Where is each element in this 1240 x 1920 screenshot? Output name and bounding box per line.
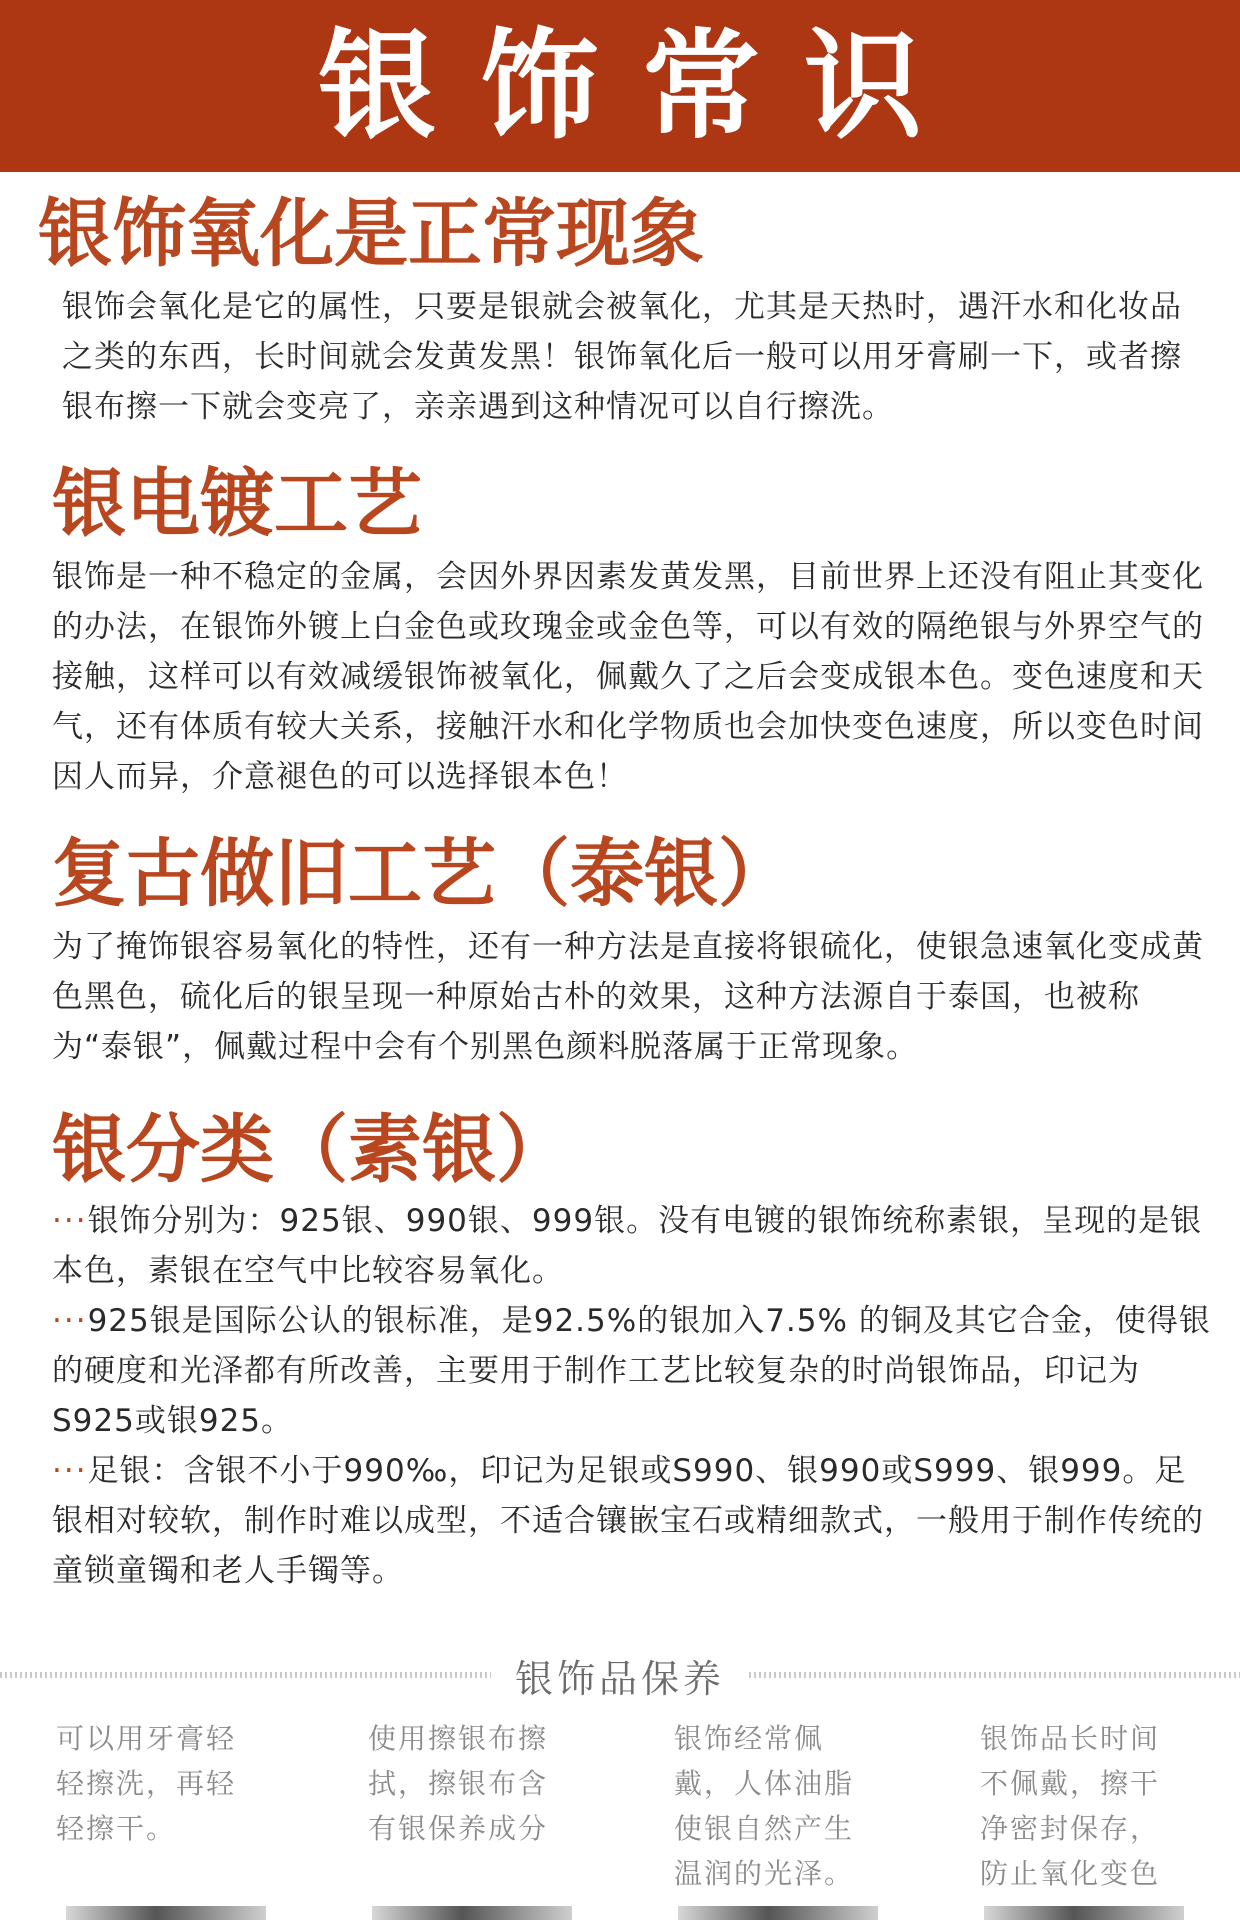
- section-silver-types: [52, 1107, 1212, 1596]
- section-heading: 银电镀工艺: [52, 461, 422, 547]
- section-paragraph: 银饰是一种不稳定的金属，会因外界因素发黄发黑，目前世界上还没有阻止其变化的办法，在银饰外镀上白金色或玫瑰金或金色等，可以有效的隔绝银与外界空气的接触，这样可以有效减缓银饰被氧化，佩戴久了之后会变成银本色。变色速度和天气，还有体质有较大关系，接触汗水和化学物质也会加快变色速度，所以变色时间因人而异，介意褪色的可以选择银本色！: [52, 558, 1204, 795]
- care-tip: 银饰经常佩戴，人体油脂使银自然产生温润的光泽。: [674, 1722, 855, 1890]
- section-heading: 银饰氧化是正常现象: [38, 191, 704, 277]
- bullet-item: [52, 1196, 1212, 1296]
- section-heading: 复古做旧工艺（泰银）: [52, 831, 792, 917]
- bullet-text: 银饰分别为：925银、990银、999银。没有电镀的银饰统称素银，呈现的是银本色，素银在空气中比较容易氧化。: [52, 1202, 1203, 1289]
- bullet-text: 足银：含银不小于990‰，印记为足银或S990、银990或S999、银999。足银相对较软，制作时难以成型，不适合镶嵌宝石或精细款式，一般用于制作传统的童锁童镯和老人手镯等。: [52, 1452, 1204, 1589]
- section-plating: [52, 461, 1212, 802]
- care-tip: 银饰品长时间不佩戴，擦干净密封保存，防止氧化变色: [980, 1722, 1161, 1890]
- section-vintage-thai-silver: [52, 831, 1212, 1072]
- care-tip: 使用擦银布擦拭，擦银布含有银保养成分: [368, 1722, 549, 1845]
- care-divider: [0, 1645, 1240, 1705]
- section-heading: 银分类（素银）: [52, 1107, 570, 1193]
- page-title: 银饰常识: [317, 17, 966, 155]
- care-tip: 可以用牙膏轻轻擦洗，再轻轻擦干。: [56, 1722, 237, 1845]
- bullet-item: [52, 1446, 1212, 1596]
- bullet-text: 925银是国际公认的银标准，是92.5%的银加入7.5% 的铜及其它合金，使得银的硬度和光泽都有所改善，主要用于制作工艺比较复杂的时尚银饰品，印记为S925或银925。: [52, 1302, 1211, 1439]
- section-oxidation: [38, 191, 1212, 432]
- care-title: 银饰品保养: [515, 1656, 726, 1701]
- bullet-dots: ···: [52, 1202, 88, 1239]
- care-tips: [0, 1716, 1240, 1906]
- bullet-item: [52, 1296, 1212, 1446]
- divider-line-left: [0, 1672, 491, 1678]
- care-photo: [678, 1906, 878, 1920]
- care-photo: [66, 1906, 266, 1920]
- divider-line-right: [749, 1672, 1240, 1678]
- care-photo: [372, 1906, 572, 1920]
- title-banner: [0, 0, 1240, 172]
- section-paragraph: 银饰会氧化是它的属性，只要是银就会被氧化，尤其是天热时，遇汗水和化妆品之类的东西，长时间就会发黄发黑！银饰氧化后一般可以用牙膏刷一下，或者擦银布擦一下就会变亮了，亲亲遇到这种情况可以自行擦洗。: [62, 288, 1182, 425]
- bullet-dots: ···: [52, 1302, 88, 1339]
- bullet-dots: ···: [52, 1452, 88, 1489]
- section-paragraph: 为了掩饰银容易氧化的特性，还有一种方法是直接将银硫化，使银急速氧化变成黄色黑色，硫化后的银呈现一种原始古朴的效果，这种方法源自于泰国，也被称为“泰银”，佩戴过程中会有个别黑色颜料脱落属于正常现象。: [52, 928, 1204, 1065]
- care-photo: [984, 1906, 1184, 1920]
